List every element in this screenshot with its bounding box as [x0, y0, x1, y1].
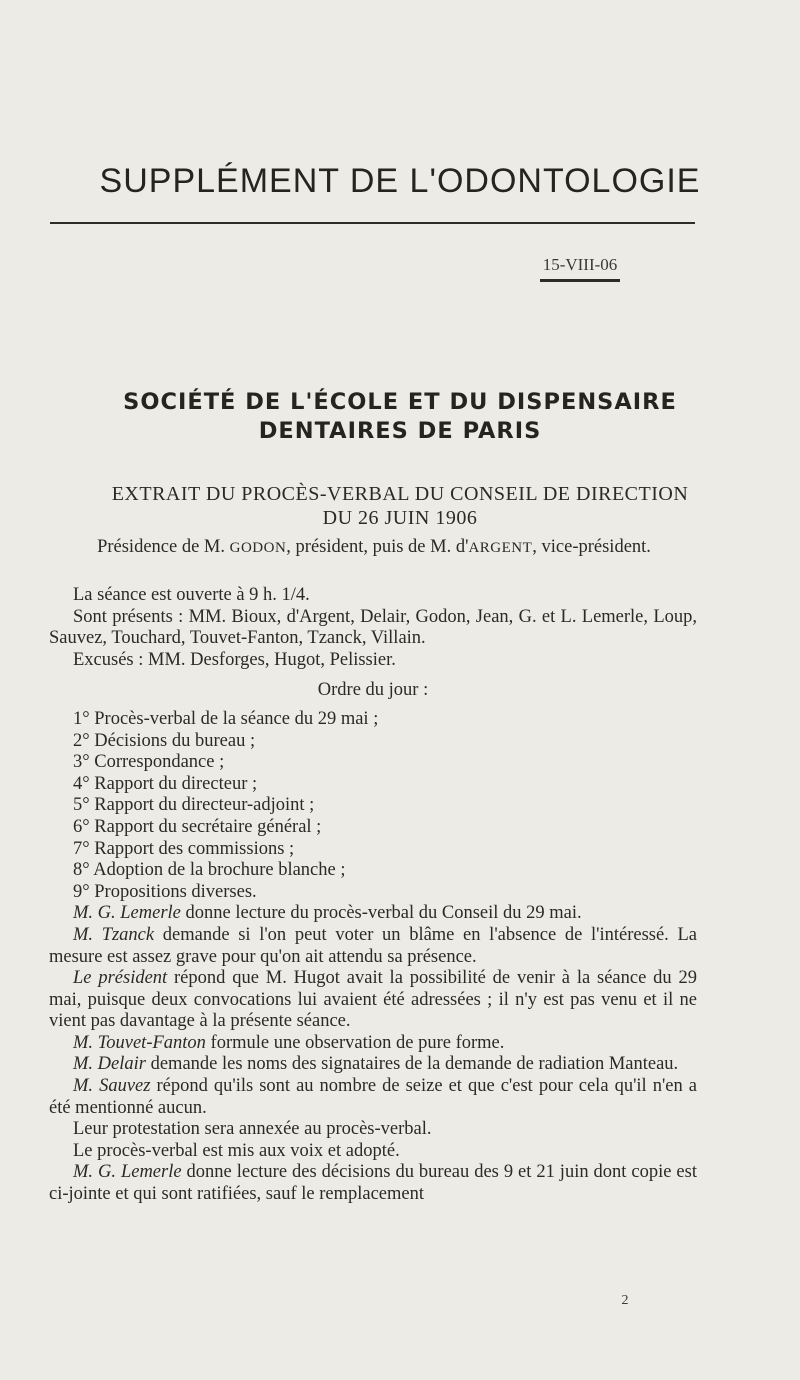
presidence-suffix: , vice-président.: [532, 537, 651, 557]
agenda-title: Ordre du jour :: [317, 680, 429, 701]
speaker-name: M. G. Lemerle: [73, 1162, 182, 1183]
presidence-line: [49, 537, 699, 558]
title-rule: [50, 222, 695, 224]
agenda-item: 5° Rapport du directeur-adjoint ;: [73, 795, 315, 816]
paragraph-text: formule une observation de pure forme.: [205, 1032, 505, 1053]
paragraph-text: donne lecture du procès-verbal du Conseil du 29 mai.: [180, 903, 582, 924]
agenda-item: 2° Décisions du bureau ;: [73, 730, 256, 751]
speaker-name: M. Delair: [73, 1054, 146, 1075]
session-opening: La séance est ouverte à 9 h. 1/4.: [73, 585, 310, 605]
minutes-paragraph: [49, 1141, 697, 1163]
agenda-item: 9° Propositions diverses.: [73, 881, 257, 902]
presidence-name-argent: ARGENT: [468, 540, 533, 556]
minutes-paragraph: [49, 925, 697, 968]
agenda-item: 8° Adoption de la brochure blanche ;: [73, 860, 346, 881]
attendees-excused: Excusés : MM. Desforges, Hugot, Pelissier.: [73, 649, 396, 670]
minutes-paragraph: [49, 1076, 697, 1119]
agenda-item: 1° Procès-verbal de la séance du 29 mai ;: [73, 708, 379, 729]
paragraph-text: donne lecture des décisions du bureau des 9 et 21 juin dont copie est ci-jointe et qui sont ratifiées, sauf le remplacement: [49, 1162, 697, 1205]
presidence-prefix: Présidence de M.: [97, 537, 230, 557]
presidence-name-godon: GODON: [229, 540, 287, 556]
agenda-item: 4° Rapport du directeur ;: [73, 773, 258, 794]
speaker-name: Le président: [73, 968, 168, 989]
minutes-paragraph: [49, 1054, 697, 1076]
minutes-paragraph: [49, 1162, 697, 1205]
supplement-title: SUPPLÉMENT DE L'ODONTOLOGIE: [99, 162, 701, 200]
page-number: 2: [621, 1293, 629, 1308]
date-rule: [540, 279, 620, 282]
paragraph-text: répond qu'ils sont au nombre de seize et que c'est pour cela qu'il n'en a été mentionné aucun.: [49, 1076, 697, 1118]
minutes-body: [49, 585, 697, 1206]
society-line-1: SOCIÉTÉ DE L'ÉCOLE ET DU DISPENSAIRE: [123, 389, 677, 415]
extract-heading: [0, 482, 800, 530]
presidence-middle: , président, puis de M. d': [286, 537, 469, 557]
paragraph-text: demande si l'on peut voter un blâme en l'absence de l'intéressé. La mesure est assez grave pour qu'on ait attendu sa présence.: [49, 924, 697, 967]
paragraph-text: répond que M. Hugot avait la possibilité de venir à la séance du 29 mai, puisque deux convocations lui avaient été adressées ; il n'y est pas venu et il ne vient pas davantage à la présente séance.: [49, 968, 697, 1032]
society-heading: [0, 388, 800, 446]
speaker-name: M. Touvet-Fanton: [73, 1032, 206, 1053]
extract-line-2: DU 26 JUIN 1906: [322, 507, 478, 529]
speaker-name: M. Sauvez: [73, 1076, 151, 1097]
paragraph-text: Le procès-verbal est mis aux voix et adopté.: [73, 1140, 400, 1161]
paragraph-text: demande les noms des signataires de la demande de radiation Manteau.: [145, 1054, 679, 1075]
speaker-name: M. G. Lemerle: [73, 903, 181, 924]
date-reference: 15-VIII-06: [542, 255, 618, 274]
attendees-present: Sont présents : MM. Bioux, d'Argent, Delair, Godon, Jean, G. et L. Lemerle, Loup, Sauvez, Touchard, Touvet-Fanton, Tzanck, Villain.: [49, 606, 697, 649]
minutes-paragraph: [49, 1033, 697, 1055]
agenda-list: [49, 709, 697, 903]
agenda-item: 6° Rapport du secrétaire général ;: [73, 816, 322, 837]
agenda-item: 7° Rapport des commissions ;: [73, 838, 295, 859]
paragraph-text: Leur protestation sera annexée au procès-verbal.: [73, 1119, 432, 1140]
agenda-item: 3° Correspondance ;: [73, 752, 225, 773]
minutes-paragraph: [49, 968, 697, 1033]
speaker-name: M. Tzanck: [73, 924, 155, 945]
extract-line-1: EXTRAIT DU PROCÈS-VERBAL DU CONSEIL DE DIRECTION: [111, 483, 689, 505]
minutes-paragraph: [49, 903, 697, 925]
society-line-2: DENTAIRES DE PARIS: [258, 418, 542, 444]
minutes-paragraph: [49, 1119, 697, 1141]
